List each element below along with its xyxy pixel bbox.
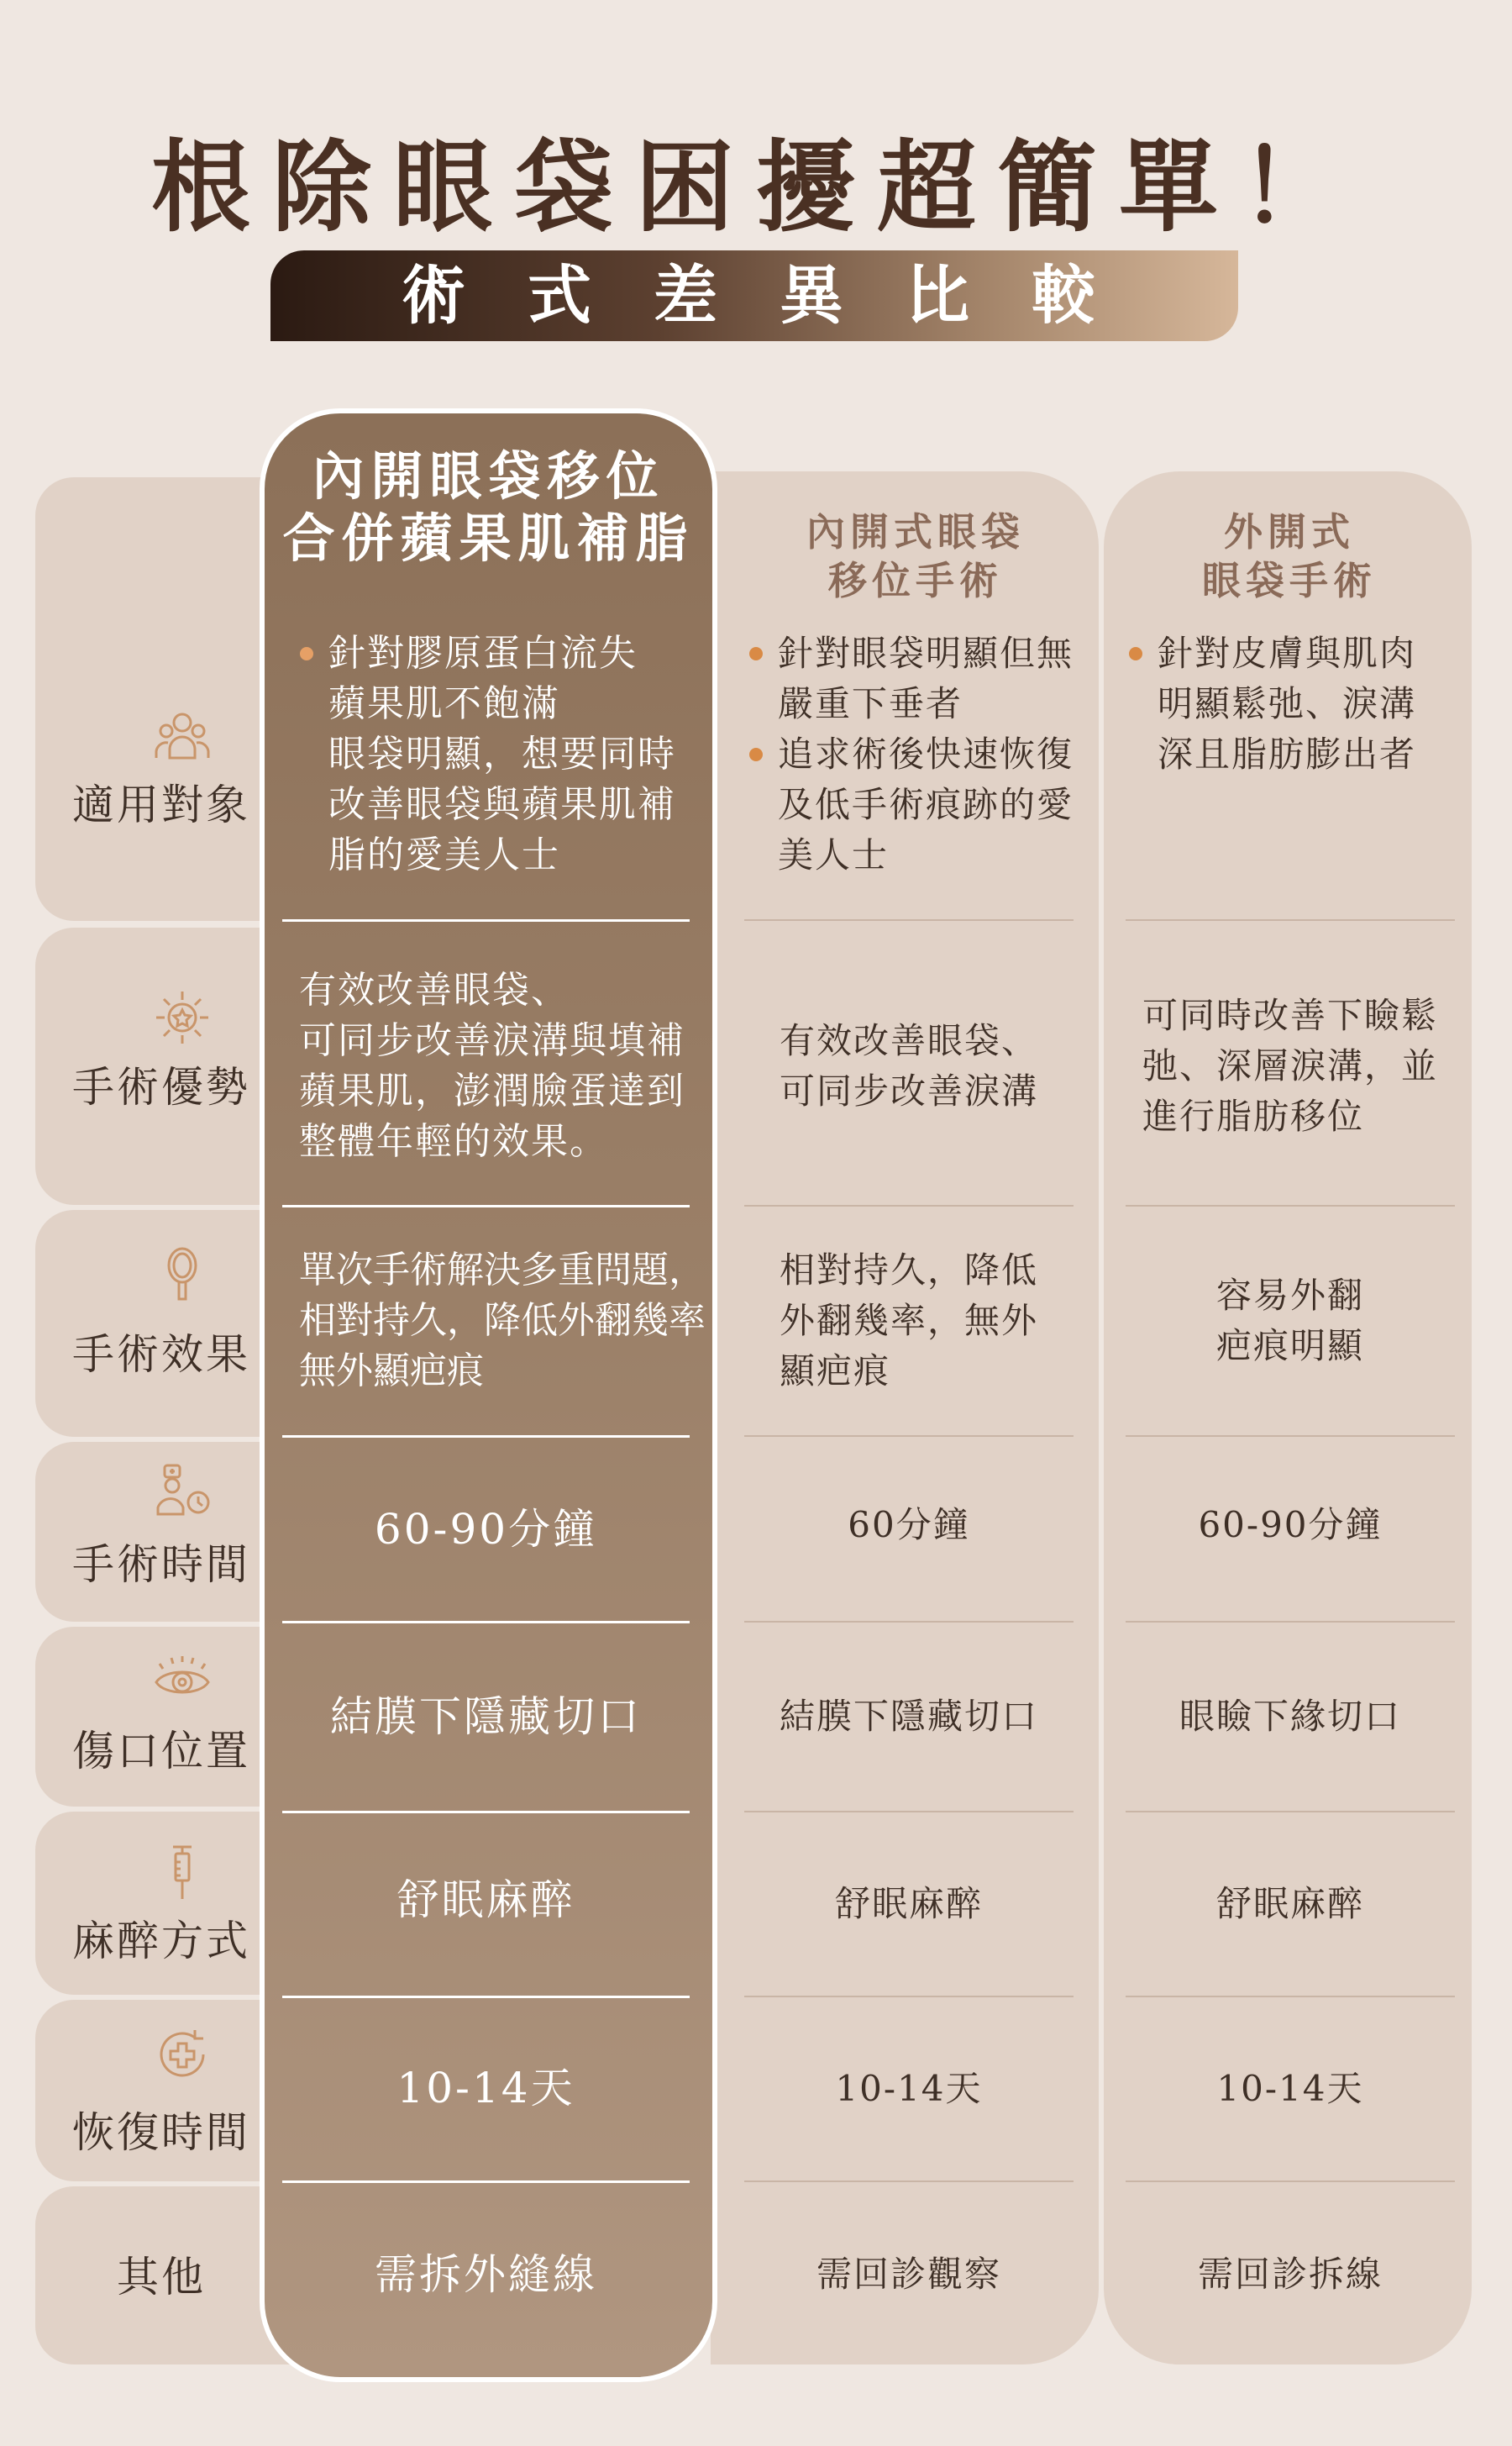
featured-cell-effect	[299, 1207, 711, 1435]
inner-cell-effect	[744, 1207, 1074, 1435]
cell-text: 結膜下隱藏切口	[330, 1692, 642, 1741]
star-sun-icon	[153, 988, 212, 1047]
cell-text: 10-14天	[396, 2064, 575, 2112]
inner-target-list	[748, 629, 1084, 881]
inner-cell-wound	[744, 1623, 1074, 1811]
cell-text: 可同時改善下瞼鬆 弛、深層淚溝，並 進行脂肪移位	[1142, 995, 1438, 1137]
inner-cell-time	[744, 1437, 1074, 1613]
cell-text: 60-90分鐘	[1198, 1504, 1383, 1545]
doctor-clock-icon	[153, 1460, 212, 1519]
line: 改善眼袋與蘋果肌補	[328, 783, 676, 826]
cell-text: 需回診拆線	[1197, 2254, 1383, 2295]
label-text: 傷口位置	[72, 1727, 250, 1775]
featured-cell-target	[298, 629, 701, 881]
featured-cell-recovery	[282, 1997, 690, 2179]
mirror-icon	[153, 1245, 212, 1304]
inner-header-line2: 移位手術	[828, 558, 1003, 603]
cell-text: 有效改善眼袋、 可同步改善淚溝與填補 蘋果肌，澎潤臉蛋達到 整體年輕的效果。	[299, 969, 685, 1163]
list-item: 追求術後快速恢復及低手術痕跡的愛美人士	[748, 729, 1084, 881]
cell-text: 60分鐘	[848, 1504, 970, 1545]
inner-cell-target	[748, 629, 1084, 881]
cell-text: 60-90分鐘	[374, 1504, 598, 1554]
outer-cell-wound	[1126, 1623, 1455, 1811]
cell-text: 舒眠麻醉	[834, 1883, 983, 1924]
featured-header-line1: 內開眼袋移位	[312, 445, 665, 507]
cell-text: 結膜下隱藏切口	[779, 1696, 1038, 1737]
label-text: 手術效果	[72, 1330, 250, 1379]
outer-cell-other	[1126, 2182, 1455, 2367]
inner-cell-advantage	[744, 928, 1074, 1205]
divider	[282, 919, 690, 922]
cell-text: 相對持久，降低 外翻幾率，無外 顯疤痕	[779, 1249, 1038, 1391]
outer-cell-target	[1127, 629, 1416, 881]
cell-text: 需拆外縫線	[375, 2250, 597, 2299]
line: 脂的愛美人士	[328, 834, 560, 876]
page-title: 根除眼袋困擾超簡單！	[150, 129, 1361, 245]
cell-text: 容易外翻 疤痕明顯	[1215, 1275, 1364, 1366]
cell-text: 10-14天	[835, 2068, 983, 2109]
featured-cell-advantage	[299, 928, 702, 1205]
outer-cell-anesthesia	[1126, 1812, 1455, 1996]
outer-cell-advantage	[1126, 928, 1455, 1205]
cell-text: 舒眠麻醉	[1215, 1883, 1364, 1924]
outer-header-line1: 外開式	[1224, 509, 1355, 555]
featured-cell-anesthesia	[282, 1812, 690, 1987]
eye-icon	[153, 1652, 212, 1711]
outer-cell-time	[1126, 1437, 1455, 1613]
featured-target-list	[298, 629, 676, 881]
featured-header-line2: 合併蘋果肌補脂	[282, 508, 695, 569]
people-icon	[153, 704, 212, 763]
divider	[1126, 919, 1455, 921]
label-text: 恢復時間	[72, 2108, 250, 2157]
label-text: 手術優勢	[72, 1063, 250, 1112]
label-text: 手術時間	[72, 1540, 250, 1589]
inner-cell-recovery	[744, 1997, 1074, 2180]
label-text: 適用對象	[72, 781, 250, 829]
featured-cell-wound	[282, 1623, 690, 1811]
inner-header	[739, 508, 1092, 605]
cell-text: 需回診觀察	[816, 2254, 1001, 2295]
recovery-cross-icon	[153, 2025, 212, 2084]
featured-cell-time	[282, 1437, 690, 1621]
line: 針對膠原蛋白流失	[328, 632, 638, 675]
outer-header	[1117, 508, 1462, 605]
outer-target-list	[1127, 629, 1416, 780]
inner-header-line1: 內開式眼袋	[806, 509, 1025, 555]
cell-text: 舒眠麻醉	[396, 1875, 575, 1924]
subtitle-text: 術式差異比較	[402, 258, 1158, 333]
divider	[744, 919, 1074, 921]
list-item	[298, 629, 676, 881]
outer-cell-effect	[1126, 1207, 1455, 1435]
cell-text: 眼瞼下緣切口	[1179, 1696, 1401, 1737]
outer-cell-recovery	[1126, 1997, 1455, 2180]
cell-text: 10-14天	[1216, 2068, 1364, 2109]
inner-cell-anesthesia	[744, 1812, 1074, 1996]
cell-text: 單次手術解決多重問題， 相對持久，降低外翻幾率 無外顯疤痕	[299, 1249, 706, 1392]
featured-header	[260, 445, 717, 570]
label-text: 其他	[117, 2253, 206, 2301]
inner-cell-other	[744, 2182, 1074, 2367]
featured-cell-other	[282, 2182, 690, 2367]
syringe-icon	[153, 1844, 212, 1902]
cell-text: 有效改善眼袋、 可同步改善淚溝	[779, 1020, 1038, 1112]
line: 蘋果肌不飽滿	[328, 682, 560, 725]
label-text: 麻醉方式	[72, 1917, 250, 1965]
outer-header-line2: 眼袋手術	[1202, 558, 1377, 603]
list-item: 針對眼袋明顯但無嚴重下垂者	[748, 629, 1084, 729]
line: 眼袋明顯，想要同時	[328, 733, 676, 776]
list-item: 針對皮膚與肌肉明顯鬆弛、淚溝深且脂肪膨出者	[1127, 629, 1416, 780]
